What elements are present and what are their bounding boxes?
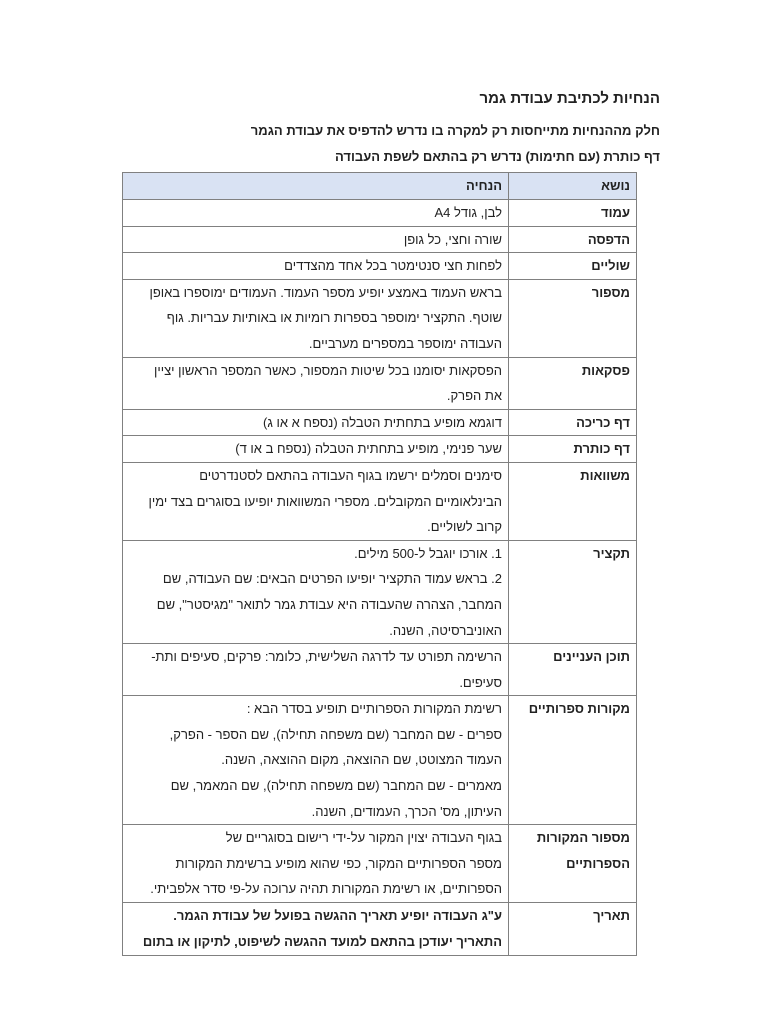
topic-line: עמוד [601,205,630,220]
rule-line: סעיפים. [459,674,502,690]
document-subtitle-printing: חלק מההנחיות מתייחסות רק למקרה בו נדרש להדפיס את עבודת הגמר [250,123,660,138]
rule-line: הספרותיים, או רשימת המקורות תהיה ערוכה על-פי סדר אלפביתי. [150,881,502,897]
table-row [123,903,637,956]
row-rule [123,279,509,357]
table-row [123,462,637,540]
rule-line: העמוד המצוטט, שם ההוצאה, מקום ההוצאה, השנה. [221,752,502,768]
rule-line: שוטף. התקציר ימוספר בספרות רומיות או באותיות עבריות. גוף [166,310,502,326]
rule-line: האוניברסיטה, השנה. [389,622,502,638]
row-topic [509,903,637,956]
topic-line: פסקאות [581,362,630,378]
rule-line: דוגמא מופיע בתחתית הטבלה (נספח א או ג) [263,414,502,430]
row-rule [123,462,509,540]
rule-line: שורה וחצי, כל גופן [403,231,502,247]
table-row [123,357,637,409]
row-rule [123,436,509,463]
row-topic [509,226,637,253]
row-rule [123,357,509,409]
topic-line: משוואות [580,467,630,483]
header-rule: הנחיה [123,173,509,200]
row-rule [123,825,509,903]
table-row [123,436,637,463]
row-rule [123,226,509,253]
rule-line: לבן, גודל A4 [434,205,502,220]
row-topic [509,357,637,409]
topic-line: הספרותיים [566,855,630,871]
topic-line: מספור המקורות [536,830,630,846]
topic-line: תקציר [593,545,630,561]
rule-line: העבודה ימוספר במספרים מערביים. [308,335,502,351]
rule-line: העיתון, מס' הכרך, העמודים, השנה. [311,803,502,819]
rule-line: הפסקאות יסומנו בכל שיטות המספור, כאשר המספר הראשון יציין [153,362,502,378]
table-row [123,200,637,227]
rule-line: בגוף העבודה יצוין המקור על-ידי רישום בסוגריים של [225,830,502,846]
table-row [123,696,637,825]
row-rule [123,200,509,227]
rule-line: בראש העמוד באמצע יופיע מספר העמוד. העמודים ימוספרו באופן [149,284,502,300]
row-topic [509,540,637,643]
topic-line: דף כותרת [573,441,630,457]
table-header-row [123,173,637,200]
rule-line: 1. אורכו יוגבל ל-500 מילים. [354,545,502,561]
row-rule [123,540,509,643]
table-row [123,644,637,696]
table-row [123,226,637,253]
rule-line: הרשימה תפורט עד לדרגה השלישית, כלומר: פרקים, סעיפים ותת- [151,649,502,665]
row-topic [509,696,637,825]
row-topic [509,436,637,463]
row-rule [123,644,509,696]
document-subtitle-title-page: דף כותרת (עם חתימות) נדרש רק בהתאם לשפת העבודה [335,149,660,164]
rule-line: סימנים וסמלים ירשמו בגוף העבודה בהתאם לסטנדרטים [199,467,502,483]
row-topic [509,409,637,436]
rule-line: הבינלאומיים המקובלים. מספרי המשוואות יופיעו בסוגרים בצד ימין [148,493,502,509]
topic-line: מקורות ספרותיים [528,701,630,717]
rule-line: ספרים - שם המחבר (שם משפחה תחילה), שם הספר - הפרק, [169,726,502,742]
topic-line: דף כריכה [576,414,630,430]
table-row [123,279,637,357]
row-topic [509,200,637,227]
rule-line: את הפרק. [446,388,502,404]
row-rule [123,903,509,956]
table-row [123,825,637,903]
table-row [123,540,637,643]
guidelines-table [122,172,637,956]
rule-line: התאריך יעודכן בהתאם למועד ההגשה לשיפוט, לתיקון או בתום [142,933,502,949]
rule-line: המחבר, הצהרה שהעבודה היא עבודת גמר לתואר "מגיסטר", שם [156,596,502,612]
rule-line: ע"ג העבודה יופיע תאריך ההגשה בפועל של עבודת הגמר. [173,908,502,924]
rule-line: מאמרים - שם המחבר (שם משפחה תחילה), שם המאמר, שם [170,778,502,794]
rule-line: קרוב לשוליים. [427,519,502,535]
rule-line: רשימת המקורות הספרותיים תופיע בסדר הבא : [246,701,502,717]
document-title: הנחיות לכתיבת עבודת גמר [479,90,660,107]
topic-line: הדפסה [587,231,630,247]
table-body [123,200,637,956]
topic-line: תאריך [593,908,630,924]
row-rule [123,409,509,436]
topic-line: תוכן העניינים [553,649,630,665]
topic-line: שוליים [591,258,630,274]
row-rule [123,696,509,825]
row-topic [509,462,637,540]
row-topic [509,644,637,696]
row-topic [509,279,637,357]
row-topic [509,825,637,903]
table-row [123,253,637,280]
row-topic [509,253,637,280]
rule-line: לפחות חצי סנטימטר בכל אחד מהצדדים [284,258,502,274]
row-rule [123,253,509,280]
rule-line: מספר הספרותיים המקור, כפי שהוא מופיע ברשימת המקורות [175,855,502,871]
table-row [123,409,637,436]
rule-line: 2. בראש עמוד התקציר יופיעו הפרטים הבאים: שם העבודה, שם [162,571,502,587]
header-topic: נושא [509,173,637,200]
topic-line: מספור [591,284,630,300]
rule-line: שער פנימי, מופיע בתחתית הטבלה (נספח ב או ד) [235,441,502,457]
